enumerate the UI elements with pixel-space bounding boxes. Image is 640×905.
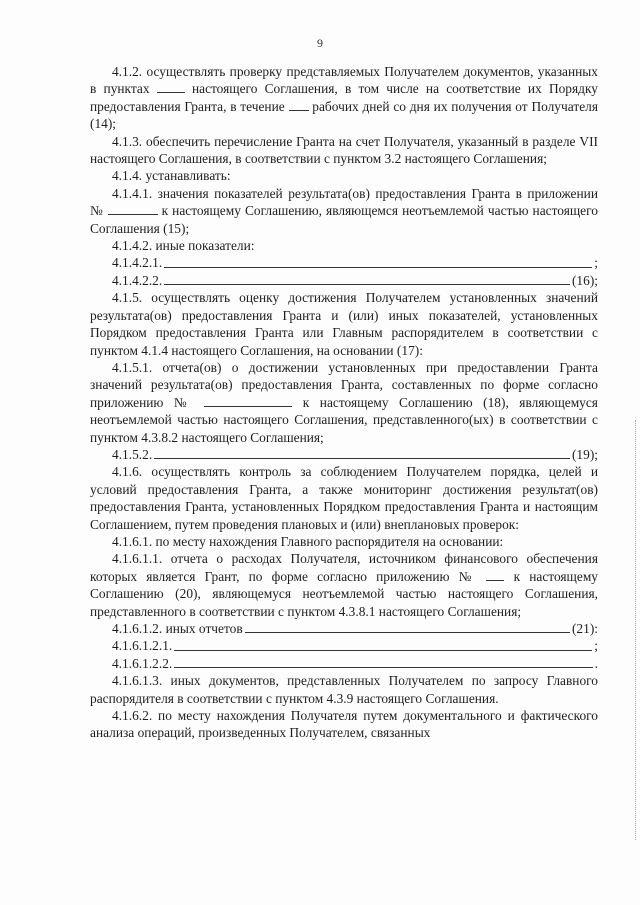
blank-line <box>174 650 592 651</box>
end-4-1-5-2: (19); <box>571 446 598 462</box>
paragraph-4-1-6-1-1 <box>90 550 598 620</box>
blank-field <box>486 569 504 581</box>
label-4-1-4-2-1: 4.1.4.2.1. <box>112 255 163 271</box>
text-4-1-4-1-a: 4.1.4.1. значения показателей результата(ов) предоставления Гранта в приложении № <box>90 185 598 219</box>
paragraph-4-1-6-2: 4.1.6.2. по месту нахождения Получателя путем документального и фактического анализа операций, произведенных Получателем, связанных <box>90 708 598 741</box>
blank-field <box>204 395 292 407</box>
label-4-1-6-1-2-1: 4.1.6.1.2.1. <box>112 638 173 654</box>
line-4-1-4-2-1 <box>90 254 598 271</box>
label-4-1-6-1-2-2: 4.1.6.1.2.2. <box>112 655 173 671</box>
blank-line <box>164 267 592 268</box>
blank-line <box>245 632 570 633</box>
paragraph-4-1-6-1-3: 4.1.6.1.3. иных документов, представленных Получателем по запросу Главного распорядителя в соответствии с пунктом 4.3.9 настоящего Соглашения. <box>90 673 598 706</box>
label-4-1-6-1-2: 4.1.6.1.2. иных отчетов <box>112 621 243 636</box>
line-4-1-6-1-2-2 <box>90 655 598 672</box>
text-4-1-6-1-1-b: к настоящему Соглашению (20), являющемуся неотъемлемой частью настоящего Соглашения, представленного в соответствии с пунктом 4.3.8.1 настоящего Соглашения; <box>90 568 598 619</box>
text-4-1-2-a: 4.1.2. осуществлять проверку представляемых Получателем документов, указанных в пунктах <box>90 64 598 97</box>
blank-line <box>154 458 570 459</box>
paragraph-4-1-6: 4.1.6. осуществлять контроль за соблюдением Получателем порядка, целей и условий предоставления Гранта, а также мониторинг достижения результат(ов) предоставления Гранта, установленных Порядком предоставления Гранта и настоящим Соглашением, путем проведения плановых и (или) внеплановых проверок: <box>90 464 598 532</box>
text-4-1-4-1-b: к настоящему Соглашению, являющемся неотъемлемой частью настоящего Соглашения (15); <box>90 203 598 236</box>
paragraph-4-1-5: 4.1.5. осуществлять оценку достижения Получателем установленных значений результата(ов) предоставления Гранта и (или) иных показателей, установленных Порядком предоставления Гранта или Главным распорядителем в соответствии с пунктом 4.1.4 настоящего Соглашения, на основании (17): <box>90 290 598 358</box>
line-4-1-5-2 <box>90 446 598 463</box>
paragraph-4-1-4-1 <box>90 185 598 237</box>
end-4-1-6-1-2-2: . <box>594 655 598 671</box>
paragraph-4-1-3: 4.1.3. обеспечить перечисление Гранта на счет Получателя, указанный в разделе VII настоящего Соглашения, в соответствии с пунктом 3.2 настоящего Соглашения; <box>90 133 598 167</box>
end-4-1-6-1-2: (21): <box>571 621 598 636</box>
end-4-1-6-1-2-1: ; <box>594 638 598 654</box>
paragraph-4-1-4: 4.1.4. устанавливать: <box>112 168 231 184</box>
blank-field <box>157 81 185 93</box>
text-4-1-2-c: рабочих дней со дня их получения от Получателя (14); <box>90 98 598 132</box>
text-4-1-5-1-a: 4.1.5.1. отчета(ов) о достижении установленных при предоставлении Гранта значений результата(ов) предоставления Гранта, составленных по форме согласно приложению № <box>90 359 598 410</box>
label-4-1-4-2-2: 4.1.4.2.2. <box>112 272 163 288</box>
text-4-1-6-1-1-a: 4.1.6.1.1. отчета о расходах Получателя, источником финансового обеспечения которых является Грант, по форме согласно приложению № <box>90 551 598 584</box>
paragraph-4-1-2 <box>90 63 598 133</box>
line-4-1-6-1-2-1 <box>90 637 598 654</box>
label-4-1-5-2: 4.1.5.2. <box>112 446 153 462</box>
end-4-1-4-2-1: ; <box>594 255 598 271</box>
blank-field <box>108 203 158 215</box>
text-4-1-5-1-b: к настоящему Соглашению (18), являющемуся неотъемлемой частью настоящего Соглашения, представленного(ых) в соответствии с пунктом 4.3.8.2 настоящего Соглашения; <box>90 394 598 445</box>
blank-line <box>164 284 570 285</box>
document-body <box>90 63 598 742</box>
paragraph-4-1-5-1 <box>90 359 598 446</box>
text-4-1-2-b: настоящего Соглашения, в том числе на соответствие их Порядку предоставления Гранта, в течение <box>90 81 598 114</box>
paragraph-4-1-4-2: 4.1.4.2. иные показатели: <box>112 238 255 254</box>
scan-edge-mark <box>634 420 636 840</box>
page-number: 9 <box>317 36 323 50</box>
blank-field <box>289 99 309 111</box>
line-4-1-4-2-2 <box>90 272 598 289</box>
blank-line <box>174 667 592 668</box>
paragraph-4-1-6-1: 4.1.6.1. по месту нахождения Главного распорядителя на основании: <box>112 533 504 549</box>
line-4-1-6-1-2 <box>90 620 598 637</box>
end-4-1-4-2-2: (16); <box>571 272 598 288</box>
